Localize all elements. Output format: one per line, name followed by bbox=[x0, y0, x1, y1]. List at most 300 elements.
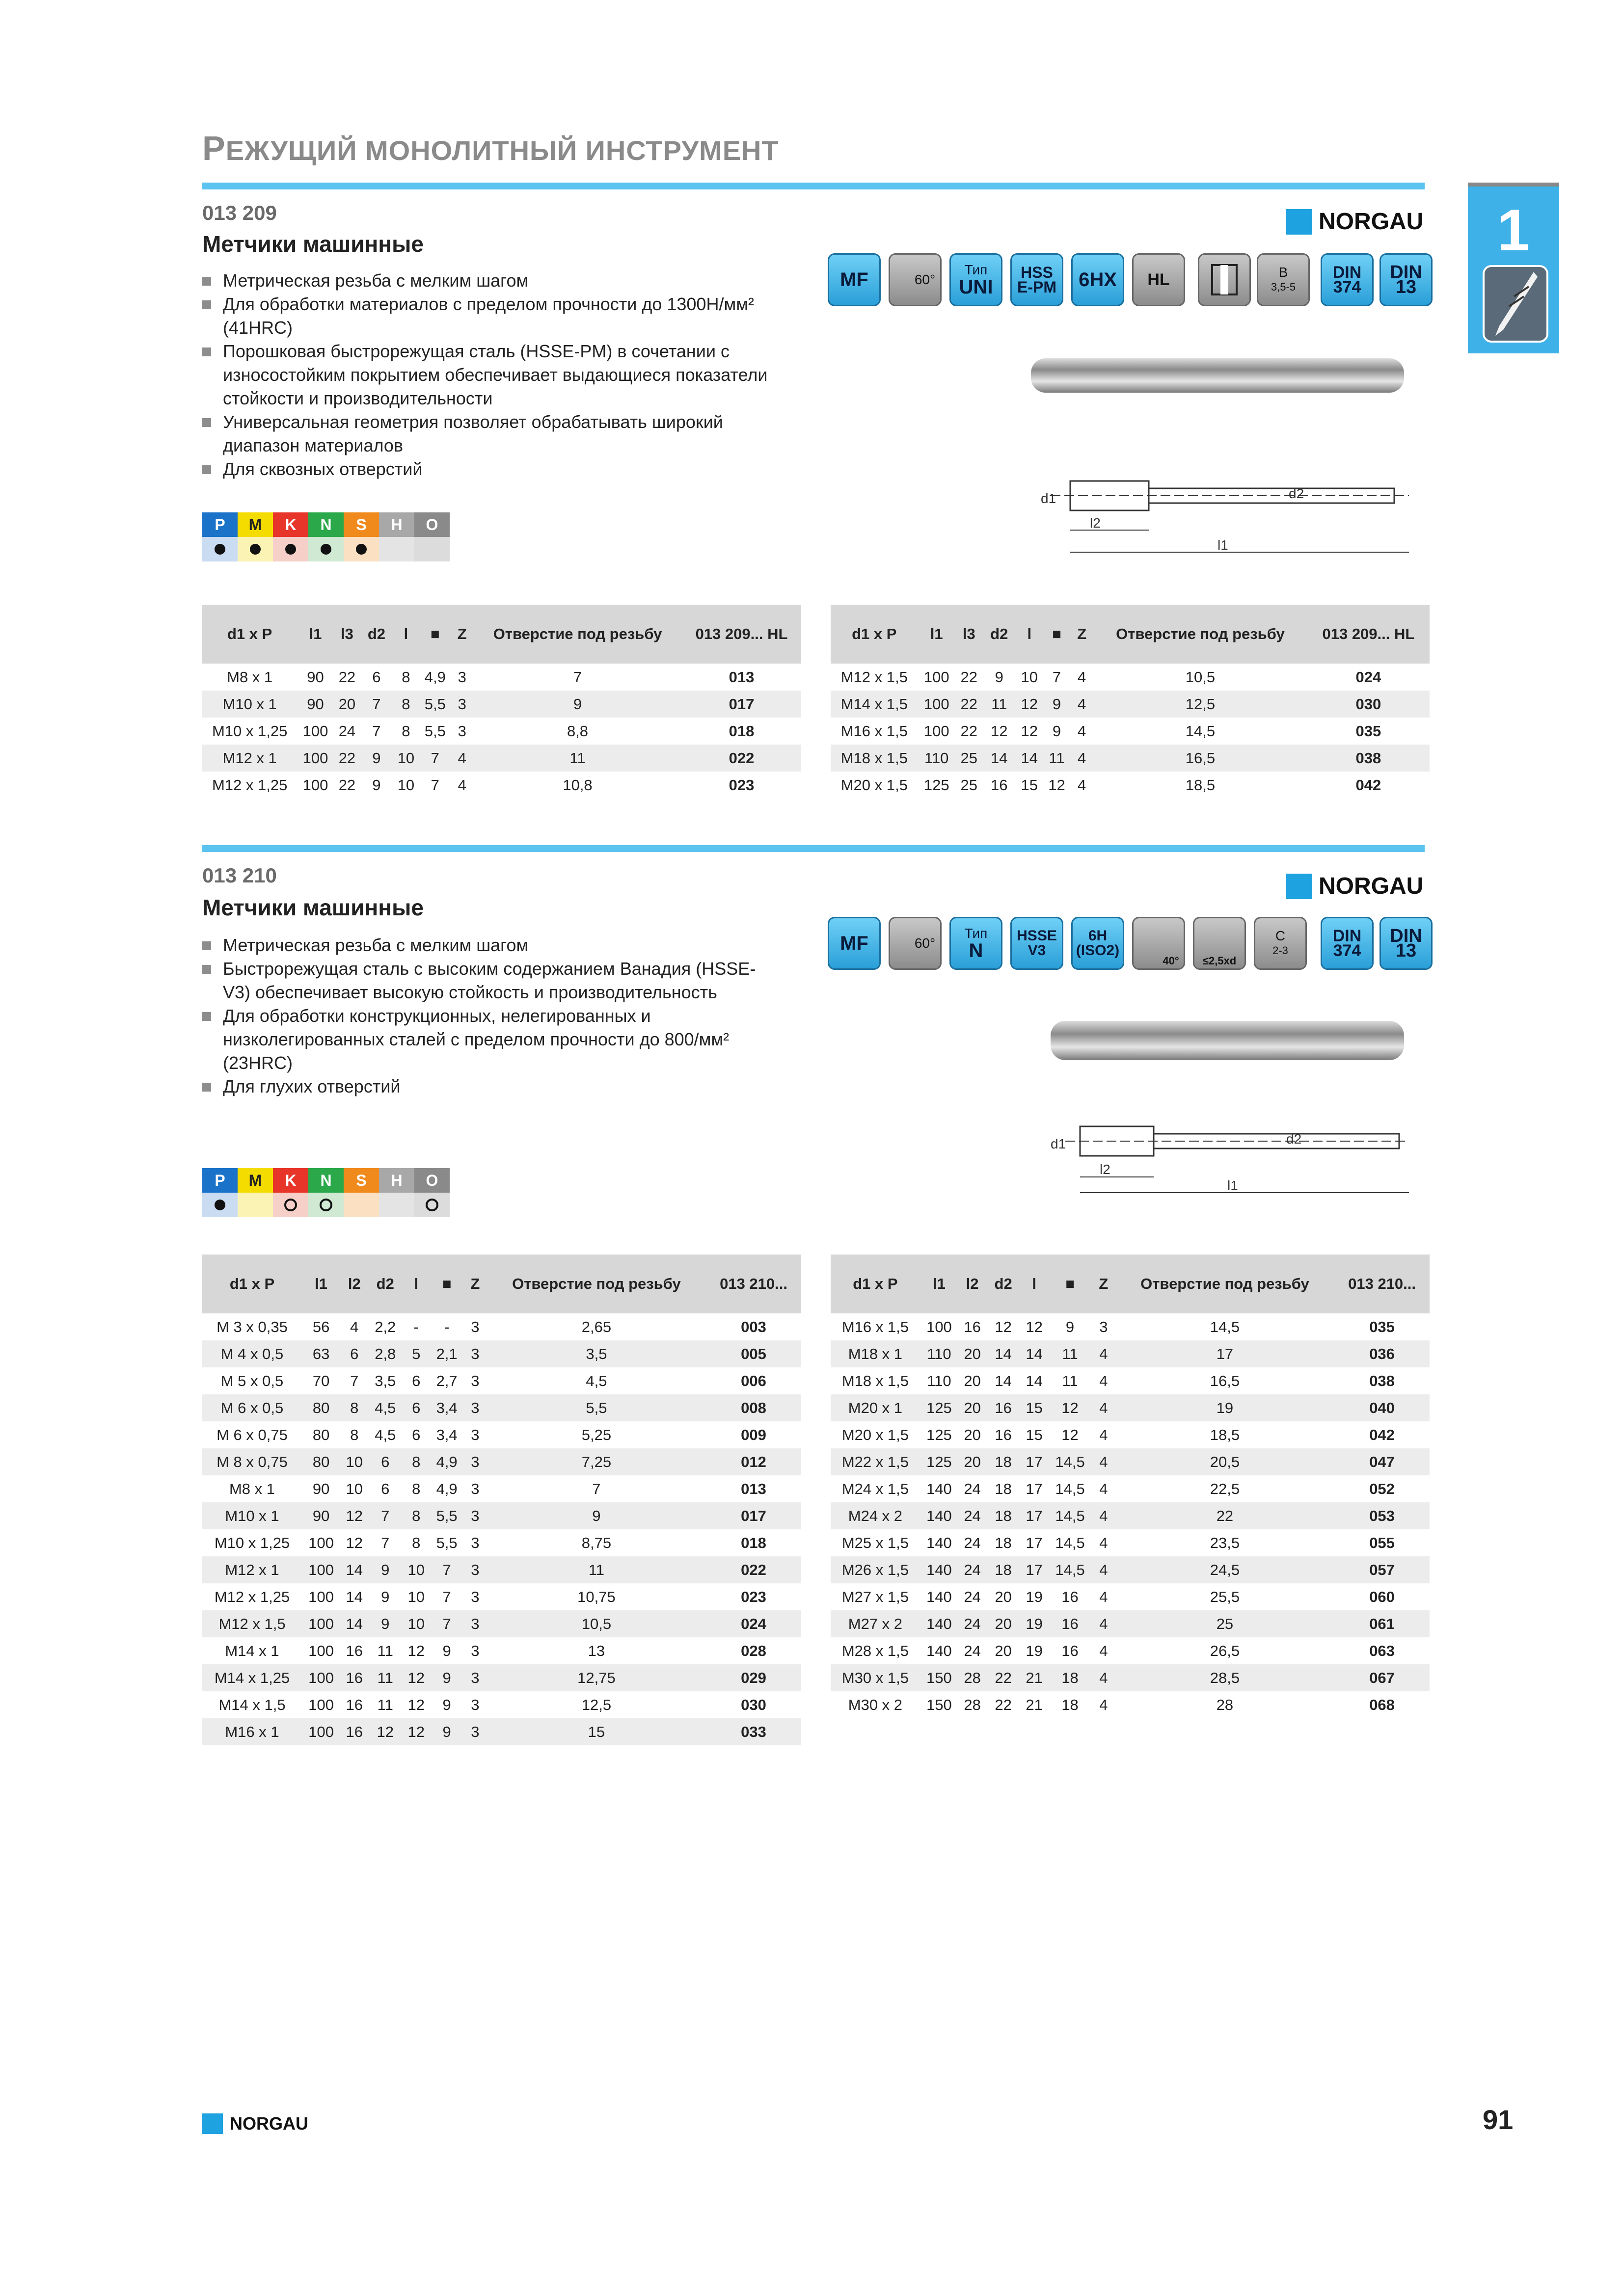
table-row bbox=[831, 1367, 1430, 1394]
table-row bbox=[202, 1691, 801, 1718]
table-cell: 9 bbox=[1043, 691, 1071, 718]
table-cell: M16 x 1 bbox=[202, 1718, 302, 1745]
table-cell: 125 bbox=[923, 776, 949, 794]
column-header: Z bbox=[1092, 1255, 1115, 1313]
material-n: N bbox=[308, 1168, 344, 1193]
table-cell: 8 bbox=[402, 1448, 430, 1475]
section-title: Метчики машинные bbox=[202, 895, 424, 920]
table-cell: 110 bbox=[918, 745, 955, 772]
column-header: Отверстие под резьбу bbox=[1115, 1255, 1334, 1313]
table-cell: 068 bbox=[1369, 1696, 1395, 1713]
table-row bbox=[202, 1367, 801, 1394]
table-cell: 018 bbox=[729, 722, 755, 740]
table-cell: 042 bbox=[1369, 1426, 1395, 1443]
material-k: K bbox=[273, 512, 308, 537]
table-cell: 90 bbox=[307, 668, 324, 686]
column-header: d2 bbox=[986, 1255, 1020, 1313]
table-cell: 035 bbox=[1369, 1318, 1395, 1335]
table-row bbox=[202, 1394, 801, 1421]
table-cell: 067 bbox=[1334, 1664, 1430, 1691]
table-row bbox=[202, 718, 801, 745]
table-cell: 9 bbox=[368, 1556, 402, 1583]
table-cell: 100 bbox=[308, 1696, 334, 1713]
table-cell: 90 bbox=[302, 1502, 340, 1529]
table-cell: 125 bbox=[920, 1394, 958, 1421]
table-cell: 9 bbox=[442, 1696, 451, 1713]
table-row bbox=[202, 1529, 801, 1556]
table-cell: 9 bbox=[1052, 722, 1061, 740]
table-cell: 18,5 bbox=[1210, 1426, 1240, 1443]
table-cell: 25 bbox=[955, 745, 983, 772]
suitable-dot bbox=[285, 544, 296, 555]
table-cell: 16 bbox=[346, 1642, 363, 1659]
table-cell: 20 bbox=[986, 1610, 1020, 1637]
table-cell: 16 bbox=[1048, 1610, 1092, 1637]
table-cell: 18 bbox=[1061, 1696, 1079, 1713]
suitable-dot bbox=[215, 544, 225, 555]
table-cell: 009 bbox=[741, 1426, 766, 1443]
column-header: ■ bbox=[419, 605, 451, 664]
table-row bbox=[202, 1583, 801, 1610]
table-cell: 22 bbox=[338, 668, 356, 686]
table-cell: M27 x 1,5 bbox=[841, 1588, 909, 1605]
table-cell: 100 bbox=[302, 1664, 340, 1691]
type-icon: Тип UNI bbox=[949, 253, 1002, 306]
column-header: Отверстие под резьбу bbox=[473, 605, 682, 664]
table-cell: 100 bbox=[926, 1318, 952, 1335]
table-cell: 100 bbox=[302, 1610, 340, 1637]
table-cell: 5,5 bbox=[424, 722, 446, 740]
table-cell: 035 bbox=[1355, 722, 1381, 740]
table-cell: 4 bbox=[1099, 1426, 1108, 1443]
table-cell: 3 bbox=[463, 1448, 487, 1475]
d1-label: d1 bbox=[1051, 1136, 1066, 1151]
table-header-row bbox=[202, 1255, 801, 1313]
thread-mf-icon: MF bbox=[828, 917, 881, 970]
material-marks bbox=[202, 1193, 450, 1217]
table-cell: 3 bbox=[458, 668, 466, 686]
table-cell: 11 bbox=[1062, 1372, 1078, 1389]
table-cell: 5,5 bbox=[436, 1534, 458, 1551]
table-cell: 3,4 bbox=[430, 1394, 463, 1421]
column-header: 013 209... HL bbox=[682, 605, 801, 664]
table-cell: 14,5 bbox=[1048, 1502, 1092, 1529]
feature-list bbox=[202, 269, 782, 481]
table-cell: 12 bbox=[995, 1318, 1012, 1335]
table-row bbox=[202, 1718, 801, 1745]
table-cell: 7 bbox=[360, 691, 393, 718]
material-s: S bbox=[344, 512, 379, 537]
table-cell: 20,5 bbox=[1115, 1448, 1334, 1475]
table-cell: 038 bbox=[1307, 745, 1430, 772]
section-rule bbox=[202, 845, 1425, 852]
table-cell: 100 bbox=[923, 668, 949, 686]
column-header: 013 209... HL bbox=[1307, 605, 1430, 664]
l2-label: l2 bbox=[1090, 515, 1101, 531]
table-cell: 5,5 bbox=[419, 691, 451, 718]
table-cell: 22 bbox=[995, 1696, 1012, 1713]
table-cell: 12 bbox=[1026, 1318, 1043, 1335]
table-cell: 3 bbox=[463, 1610, 487, 1637]
table-cell: 3 bbox=[471, 1588, 480, 1605]
table-cell: M27 x 2 bbox=[831, 1610, 920, 1637]
type-icon: Тип N bbox=[949, 917, 1002, 970]
table-cell: 17 bbox=[1020, 1502, 1048, 1529]
table-cell: 11 bbox=[368, 1664, 402, 1691]
table-cell: 12 bbox=[368, 1718, 402, 1745]
table-cell: 3 bbox=[463, 1664, 487, 1691]
table-cell: 140 bbox=[920, 1610, 958, 1637]
table-cell: M24 x 1,5 bbox=[841, 1480, 909, 1497]
page-number: 91 bbox=[1483, 2104, 1514, 2135]
table-cell: 5 bbox=[402, 1340, 430, 1367]
through-hole-icon bbox=[1198, 253, 1251, 306]
table-cell: 22 bbox=[334, 745, 360, 772]
table-cell: 100 bbox=[302, 776, 328, 794]
material-marks bbox=[202, 537, 450, 561]
table-cell: 11 bbox=[1043, 745, 1071, 772]
table-row bbox=[202, 1421, 801, 1448]
column-header: l2 bbox=[340, 1255, 368, 1313]
table-cell: 140 bbox=[920, 1556, 958, 1583]
din13-icon: DIN 13 bbox=[1380, 253, 1433, 306]
table-cell: 024 bbox=[1355, 668, 1381, 686]
table-cell: 7 bbox=[430, 1610, 463, 1637]
table-cell: 125 bbox=[920, 1448, 958, 1475]
table-cell: 20 bbox=[958, 1340, 986, 1367]
table-cell: 13 bbox=[588, 1642, 605, 1659]
table-cell: 150 bbox=[926, 1696, 952, 1713]
table-cell: 12 bbox=[1016, 691, 1043, 718]
table-cell: 20 bbox=[958, 1394, 986, 1421]
table-cell: 6 bbox=[402, 1394, 430, 1421]
table-cell: 030 bbox=[741, 1696, 766, 1713]
table-cell: 14 bbox=[346, 1588, 363, 1605]
table-cell: M 3 x 0,35 bbox=[216, 1318, 288, 1335]
table-cell: 7 bbox=[573, 668, 582, 686]
thread-angle-icon: 60° bbox=[889, 917, 942, 970]
table-cell: 10 bbox=[1021, 668, 1038, 686]
table-cell: 3,4 bbox=[436, 1426, 458, 1443]
table-cell: 24 bbox=[958, 1610, 986, 1637]
table-cell: 28 bbox=[1216, 1696, 1234, 1713]
l1-label: l1 bbox=[1227, 1178, 1238, 1193]
table-cell: 9 bbox=[360, 745, 393, 772]
table-cell: 25 bbox=[1115, 1610, 1334, 1637]
table-cell: M14 x 1,5 bbox=[218, 1696, 286, 1713]
table-cell: 90 bbox=[297, 691, 333, 718]
table-cell: M25 x 1,5 bbox=[841, 1534, 909, 1551]
table-cell: 6 bbox=[412, 1372, 421, 1389]
section-title: Метчики машинные bbox=[202, 231, 424, 257]
column-header: ■ bbox=[1048, 1255, 1092, 1313]
brand-logo: NORGAU bbox=[1286, 873, 1423, 900]
table-header-row bbox=[202, 605, 801, 664]
table-row bbox=[831, 1394, 1430, 1421]
table-cell: 053 bbox=[1334, 1502, 1430, 1529]
table-cell: 7 bbox=[419, 745, 451, 772]
table-cell: 8 bbox=[412, 1534, 421, 1551]
table-cell: 4,9 bbox=[436, 1480, 458, 1497]
table-cell: 3 bbox=[463, 1340, 487, 1367]
table-cell: 12,5 bbox=[581, 1696, 612, 1713]
table-cell: 4 bbox=[1099, 1642, 1108, 1659]
table-cell: 3 bbox=[463, 1556, 487, 1583]
table-cell: 4 bbox=[458, 776, 466, 794]
table-cell: 012 bbox=[706, 1448, 801, 1475]
blind-hole-icon: ≤2,5xd bbox=[1193, 917, 1246, 970]
table-row bbox=[831, 1529, 1430, 1556]
table-cell: 3 bbox=[463, 1394, 487, 1421]
d2-label: d2 bbox=[1289, 486, 1304, 501]
table-cell: 7,25 bbox=[487, 1448, 706, 1475]
table-cell: 8 bbox=[340, 1394, 368, 1421]
column-header: l1 bbox=[918, 605, 955, 664]
table-cell: 10,5 bbox=[487, 1610, 706, 1637]
table-cell: 15 bbox=[1026, 1426, 1043, 1443]
table-cell: 18 bbox=[986, 1556, 1020, 1583]
table-cell: 4,9 bbox=[430, 1448, 463, 1475]
table-cell: 22 bbox=[960, 668, 977, 686]
table-cell: 12 bbox=[1048, 1394, 1092, 1421]
table-cell: 100 bbox=[308, 1534, 334, 1551]
table-cell: 56 bbox=[312, 1318, 330, 1335]
table-cell: 100 bbox=[308, 1588, 334, 1605]
table-cell: 4 bbox=[1092, 1610, 1115, 1637]
table-row bbox=[831, 664, 1430, 691]
table-cell: 8 bbox=[402, 668, 410, 686]
table-cell: 17 bbox=[1115, 1340, 1334, 1367]
table-cell: 2,7 bbox=[436, 1372, 458, 1389]
table-cell: 19 bbox=[1026, 1588, 1043, 1605]
table-cell: 70 bbox=[312, 1372, 330, 1389]
table-cell: M30 x 2 bbox=[848, 1696, 903, 1713]
column-header: l bbox=[1016, 605, 1043, 664]
tool-drawing bbox=[1021, 466, 1414, 560]
table-cell: 125 bbox=[926, 1426, 952, 1443]
table-cell: 4 bbox=[1099, 1534, 1108, 1551]
suitable-dot bbox=[250, 544, 261, 555]
table-cell: 22 bbox=[986, 1664, 1020, 1691]
footer-brand: NORGAU bbox=[202, 2113, 308, 2134]
table-row bbox=[202, 1610, 801, 1637]
table-cell: 4 bbox=[1070, 691, 1093, 718]
tool-drawing bbox=[1041, 1104, 1414, 1198]
table-cell: 24 bbox=[964, 1480, 981, 1497]
table-cell: 040 bbox=[1334, 1394, 1430, 1421]
table-cell: 8 bbox=[393, 691, 419, 718]
table-cell: 14 bbox=[995, 1372, 1012, 1389]
table-cell: 9 bbox=[487, 1502, 706, 1529]
table-cell: 6 bbox=[372, 668, 381, 686]
table-cell: 3 bbox=[1099, 1318, 1108, 1335]
table-cell: 9 bbox=[372, 776, 381, 794]
table-row bbox=[831, 772, 1430, 799]
material-h: H bbox=[379, 1168, 414, 1193]
table-cell: 16 bbox=[986, 1394, 1020, 1421]
table-cell: 17 bbox=[1026, 1534, 1043, 1551]
table-cell: 24 bbox=[964, 1534, 981, 1551]
table-cell: 7 bbox=[368, 1502, 402, 1529]
suitable-dot bbox=[321, 544, 331, 555]
column-header: d2 bbox=[360, 605, 393, 664]
column-header: d1 x P bbox=[202, 1255, 302, 1313]
table-cell: 18 bbox=[986, 1448, 1020, 1475]
table-cell: 16,5 bbox=[1093, 745, 1307, 772]
table-cell: 013 bbox=[741, 1480, 766, 1497]
table-cell: 15 bbox=[1020, 1394, 1048, 1421]
table-row bbox=[202, 1637, 801, 1664]
table-cell: 030 bbox=[1307, 691, 1430, 718]
table-cell: 10 bbox=[340, 1448, 368, 1475]
table-cell: 14 bbox=[340, 1556, 368, 1583]
table-cell: 4 bbox=[1099, 1480, 1108, 1497]
table-cell: 14 bbox=[340, 1610, 368, 1637]
table-row bbox=[202, 1502, 801, 1529]
table-cell: 100 bbox=[297, 745, 333, 772]
table-cell: 20 bbox=[958, 1448, 986, 1475]
table-cell: 4,9 bbox=[424, 668, 446, 686]
table-cell: 12 bbox=[407, 1696, 425, 1713]
table-cell: 14 bbox=[1020, 1340, 1048, 1367]
table-cell: 100 bbox=[302, 722, 328, 740]
table-cell: M14 x 1,5 bbox=[831, 691, 918, 718]
table-cell: 140 bbox=[926, 1642, 952, 1659]
table-cell: 11 bbox=[1048, 1340, 1092, 1367]
table-cell: 10,5 bbox=[1185, 668, 1216, 686]
feature-item: Для обработки материалов с пределом прочности до 1300Н/мм² (41HRC) bbox=[202, 293, 782, 340]
table-cell: M16 x 1,5 bbox=[841, 1318, 909, 1335]
table-cell: 3 bbox=[463, 1718, 487, 1745]
table-row bbox=[831, 691, 1430, 718]
table-cell: 14,5 bbox=[1055, 1534, 1085, 1551]
table-cell: 3 bbox=[471, 1534, 480, 1551]
table-cell: 19 bbox=[1020, 1610, 1048, 1637]
table-cell: 80 bbox=[312, 1426, 330, 1443]
l2-label: l2 bbox=[1100, 1162, 1110, 1177]
table-cell: 4 bbox=[1099, 1588, 1108, 1605]
table-row bbox=[831, 1340, 1430, 1367]
spec-table-right bbox=[831, 1255, 1430, 1718]
table-cell: 22 bbox=[955, 691, 983, 718]
column-header: l1 bbox=[302, 1255, 340, 1313]
column-header: l1 bbox=[297, 605, 333, 664]
table-cell: 21 bbox=[1026, 1696, 1043, 1713]
table-cell: 2,1 bbox=[430, 1340, 463, 1367]
table-cell: 15 bbox=[1021, 776, 1038, 794]
table-cell: 003 bbox=[741, 1318, 766, 1335]
table-cell: 100 bbox=[302, 1718, 340, 1745]
table-row bbox=[202, 664, 801, 691]
table-cell: 12 bbox=[402, 1718, 430, 1745]
material-m: M bbox=[238, 512, 273, 537]
table-cell: - bbox=[413, 1318, 419, 1335]
table-cell: 12 bbox=[346, 1534, 363, 1551]
feature-item: Метрическая резьба с мелким шагом bbox=[202, 934, 782, 957]
table-cell: 013 bbox=[729, 668, 755, 686]
table-cell: 12 bbox=[1048, 776, 1065, 794]
table-cell: 17 bbox=[1020, 1448, 1048, 1475]
table-cell: 11 bbox=[983, 691, 1016, 718]
column-header: l2 bbox=[958, 1255, 986, 1313]
table-cell: 022 bbox=[682, 745, 801, 772]
table-cell: 140 bbox=[926, 1480, 952, 1497]
table-cell: 100 bbox=[923, 722, 949, 740]
table-cell: 3 bbox=[471, 1372, 480, 1389]
table-cell: 061 bbox=[1334, 1610, 1430, 1637]
table-cell: 10,75 bbox=[577, 1588, 616, 1605]
table-row bbox=[831, 1313, 1430, 1340]
table-cell: 24 bbox=[964, 1642, 981, 1659]
chamfer-icon: B 3,5-5 bbox=[1257, 253, 1310, 306]
table-cell: M12 x 1,5 bbox=[840, 668, 908, 686]
table-cell: 14 bbox=[986, 1340, 1020, 1367]
table-cell: 22 bbox=[960, 722, 977, 740]
table-cell: 24 bbox=[958, 1502, 986, 1529]
table-cell: 8 bbox=[402, 722, 410, 740]
limited-ring bbox=[426, 1199, 438, 1211]
table-cell: 16 bbox=[1061, 1588, 1079, 1605]
table-cell: 100 bbox=[308, 1642, 334, 1659]
table-header-row bbox=[831, 605, 1430, 664]
table-cell: 18 bbox=[986, 1502, 1020, 1529]
table-cell: 4 bbox=[1092, 1664, 1115, 1691]
table-cell: 17 bbox=[1026, 1480, 1043, 1497]
table-cell: M8 x 1 bbox=[227, 668, 273, 686]
table-cell: 16 bbox=[1061, 1642, 1079, 1659]
table-row bbox=[831, 1421, 1430, 1448]
table-cell: 7 bbox=[442, 1588, 451, 1605]
material-icon: HSSE V3 bbox=[1010, 917, 1063, 970]
table-cell: 4 bbox=[1099, 1372, 1108, 1389]
chapter-tab-line bbox=[1468, 183, 1559, 187]
material-o: O bbox=[414, 1168, 450, 1193]
coating-icon: HL bbox=[1132, 253, 1185, 306]
spec-table-left bbox=[202, 1255, 801, 1745]
table-cell: 018 bbox=[741, 1534, 766, 1551]
table-cell: 4,5 bbox=[586, 1372, 607, 1389]
table-cell: M 6 x 0,5 bbox=[202, 1394, 302, 1421]
table-cell: M12 x 1,25 bbox=[214, 1588, 290, 1605]
spec-table-right bbox=[831, 605, 1430, 799]
table-cell: 8 bbox=[402, 1502, 430, 1529]
table-cell: 4 bbox=[1092, 1556, 1115, 1583]
column-header: l bbox=[1020, 1255, 1048, 1313]
table-row bbox=[831, 1691, 1430, 1718]
table-row bbox=[202, 1313, 801, 1340]
table-cell: 7 bbox=[430, 1556, 463, 1583]
table-cell: 12 bbox=[407, 1642, 425, 1659]
table-cell: 20 bbox=[995, 1642, 1012, 1659]
table-cell: M28 x 1,5 bbox=[841, 1642, 909, 1659]
table-cell: 24,5 bbox=[1115, 1556, 1334, 1583]
table-cell: 12 bbox=[340, 1502, 368, 1529]
section-code: 013 209 bbox=[202, 201, 277, 224]
table-cell: 005 bbox=[706, 1340, 801, 1367]
table-cell: 6 bbox=[381, 1480, 390, 1497]
limited-ring bbox=[320, 1199, 332, 1211]
table-cell: 10 bbox=[407, 1588, 425, 1605]
table-cell: 3 bbox=[451, 691, 474, 718]
column-header: ■ bbox=[430, 1255, 463, 1313]
table-cell: M12 x 1,25 bbox=[212, 776, 288, 794]
table-cell: 2,65 bbox=[581, 1318, 612, 1335]
table-cell: - bbox=[444, 1318, 450, 1335]
column-header: Отверстие под резьбу bbox=[1093, 605, 1307, 664]
table-cell: 6 bbox=[368, 1448, 402, 1475]
table-cell: 22 bbox=[1115, 1502, 1334, 1529]
table-cell: M10 x 1,25 bbox=[212, 722, 288, 740]
